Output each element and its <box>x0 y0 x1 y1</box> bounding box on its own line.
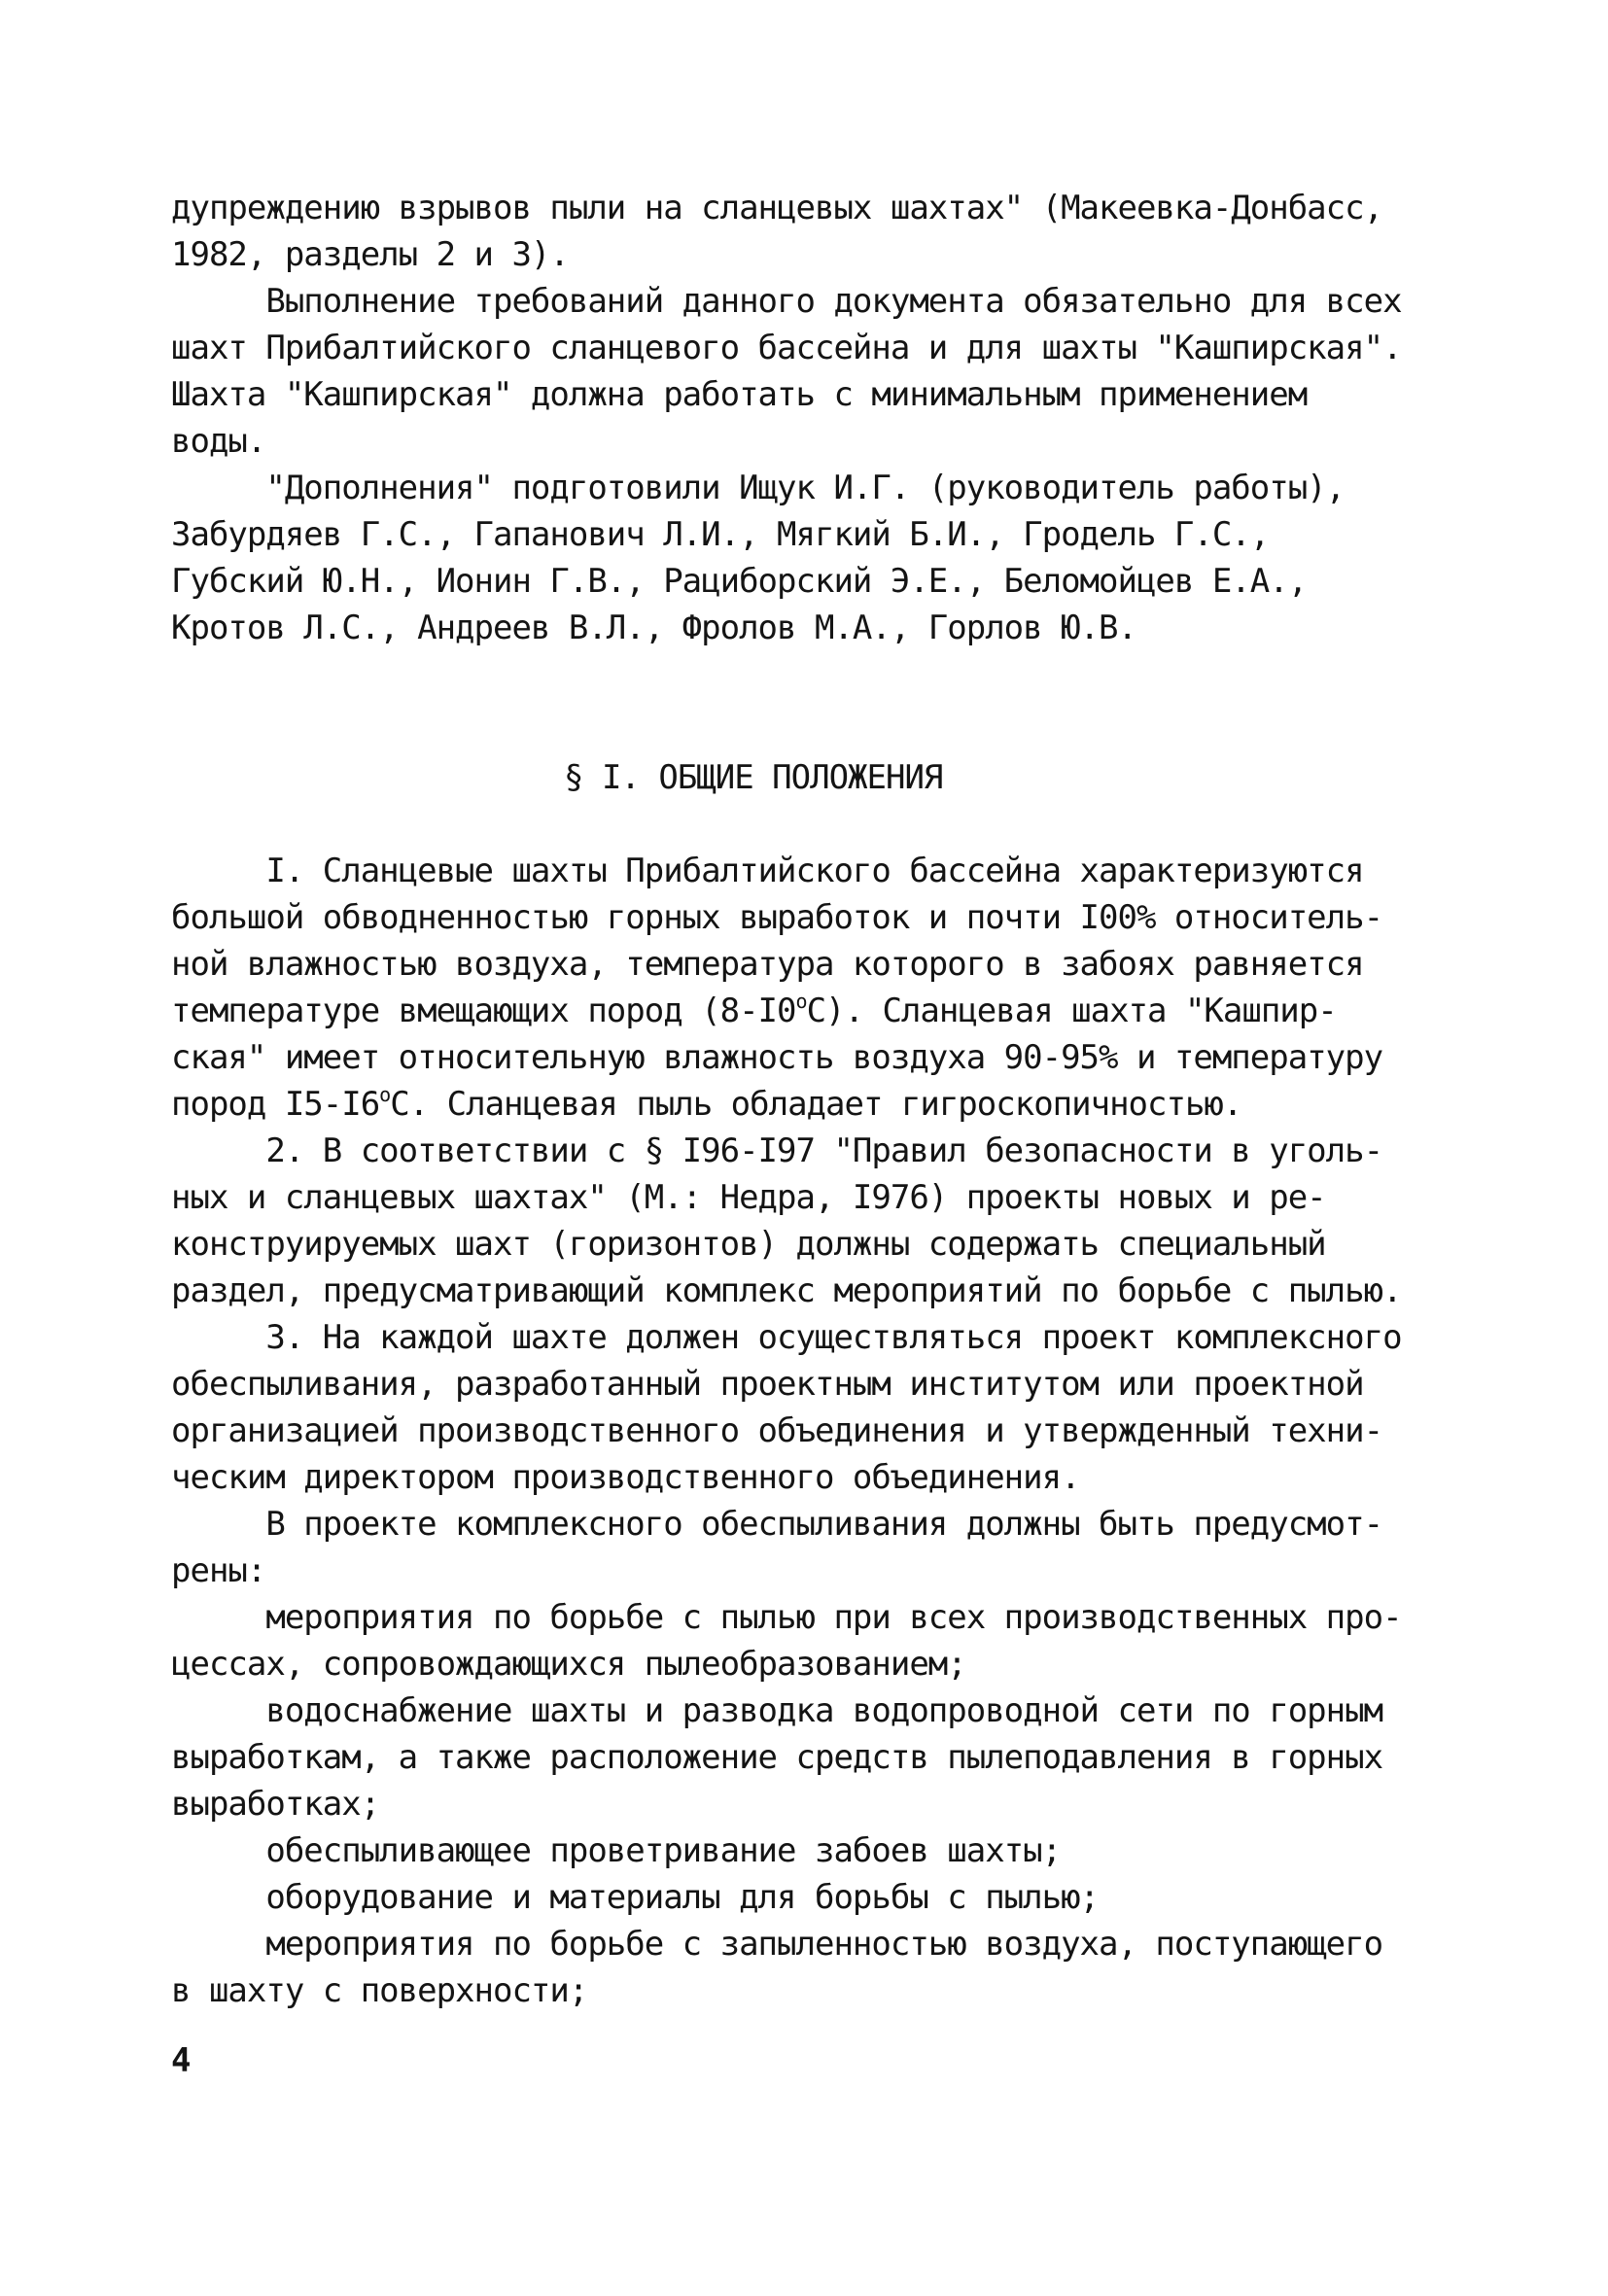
text-line: ская" имеет относительную влажность воздуха 90-95% и температуру <box>171 1038 1383 1077</box>
text-line: цессах, сопровождающихся пылеобразованием; <box>171 1645 966 1684</box>
text-line: Выполнение требований данного документа обязательно для всех <box>171 282 1402 321</box>
text-line: Шахта "Кашпирская" должна работать с минимальным применением <box>171 375 1308 414</box>
degree-superscript: o <box>795 990 807 1013</box>
text-line: В проекте комплексного обеспыливания должны быть предусмот- <box>171 1505 1383 1544</box>
text-line-temperature <box>171 991 1337 1030</box>
text-line: рены: <box>171 1551 266 1590</box>
text-line: I. Сланцевые шахты Прибалтийского бассейна характеризуются <box>171 852 1364 890</box>
text-line: выработках; <box>171 1785 380 1824</box>
text-line: мероприятия по борьбе с запыленностью воздуха, поступающего <box>171 1925 1383 1964</box>
text-line: выработкам, а также расположение средств пылеподавления в горных <box>171 1738 1383 1777</box>
text-line: 1982, разделы 2 и 3). <box>171 235 569 274</box>
text-line: "Дополнения" подготовили Ищук И.Г. (руководитель работы), <box>171 469 1346 507</box>
text-line: 3. На каждой шахте должен осуществляться проект комплексного <box>171 1318 1402 1357</box>
text-fragment: С). Сланцевая шахта "Кашпир- <box>806 991 1337 1030</box>
text-line: обеспыливания, разработанный проектным институтом или проектной <box>171 1365 1364 1404</box>
text-line: 2. В соответствии с § I96-I97 "Правил безопасности в уголь- <box>171 1131 1383 1170</box>
text-line: ческим директором производственного объединения. <box>171 1458 1080 1497</box>
section-title: § I. ОБЩИЕ ПОЛОЖЕНИЯ <box>564 758 943 797</box>
text-line: водоснабжение шахты и разводка водопроводной сети по горным <box>171 1691 1383 1730</box>
text-line: ной влажностью воздуха, температура которого в забоях равняется <box>171 945 1364 984</box>
text-line: шахт Прибалтийского сланцевого бассейна и для шахты "Кашпирская". <box>171 329 1402 367</box>
text-line: оборудование и материалы для борьбы с пылью; <box>171 1878 1100 1917</box>
degree-superscript: o <box>379 1083 391 1106</box>
text-fragment: С. Сланцевая пыль обладает гигроскопичностью. <box>390 1085 1242 1124</box>
text-line: Губский Ю.Н., Ионин Г.В., Рациборский Э.Е., Беломойцев Е.А., <box>171 562 1308 601</box>
text-line: ных и сланцевых шахтах" (М.: Недра, I976) проекты новых и ре- <box>171 1178 1326 1217</box>
text-line: организацией производственного объединения и утвержденный техни- <box>171 1411 1383 1450</box>
text-line: воды. <box>171 422 266 461</box>
text-line: конструируемых шахт (горизонтов) должны содержать специальный <box>171 1225 1326 1264</box>
text-line: дупреждению взрывов пыли на сланцевых шахтах" (Макеевка-Донбасс, <box>171 189 1383 227</box>
text-line: Кротов Л.С., Андреев В.Л., Фролов М.А., Горлов Ю.В. <box>171 609 1136 647</box>
text-fragment: пород I5-I6 <box>171 1085 380 1124</box>
text-line: обеспыливающее проветривание забоев шахты; <box>171 1831 1062 1870</box>
text-line: раздел, предусматривающий комплекс мероприятий по борьбе с пылью. <box>171 1271 1402 1310</box>
text-line: большой обводненностью горных выработок и почти I00% относитель- <box>171 898 1383 937</box>
page-number: 4 <box>171 2041 191 2080</box>
text-line-dust <box>171 1085 1241 1124</box>
text-line: мероприятия по борьбе с пылью при всех производственных про- <box>171 1598 1402 1637</box>
text-line: Забурдяев Г.С., Гапанович Л.И., Мягкий Б.И., Гродель Г.С., <box>171 515 1270 554</box>
text-fragment: температуре вмещающих пород (8-I0 <box>171 991 796 1030</box>
text-line: в шахту с поверхности; <box>171 1971 588 2010</box>
